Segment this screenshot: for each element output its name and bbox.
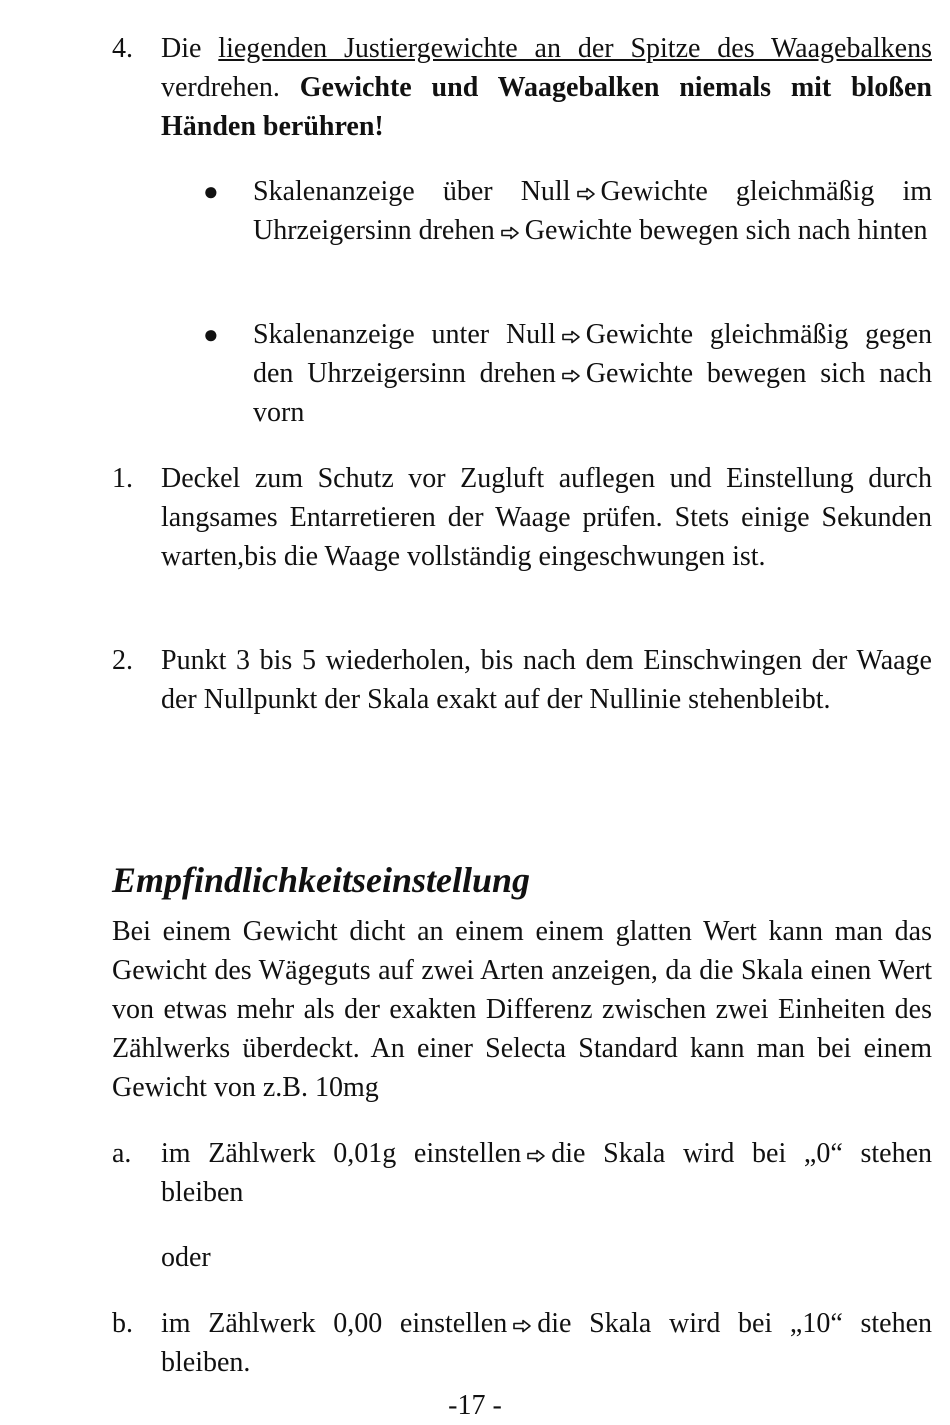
list-item-1 — [112, 459, 932, 576]
option-item-b: b. im Zählwerk 0,00 einstellen die Skala wird bei „10“ stehen bleiben. — [112, 1304, 932, 1382]
section-paragraph: Bei einem Gewicht dicht an einem einem glatten Wert kann man das Gewicht des Wägeguts auf zwei Arten anzeigen, da die Skala einen Wert von etwas mehr als der exakten Differenz zwischen zwei Einheiten des Zählwerks überdeckt. An einer Selecta Standard kann man bei einem Gewicht von z.B. 10mg — [112, 916, 932, 1103]
list-item-text: Die liegenden Justiergewichte an der Spitze des Waagebalkens verdrehen. Gewichte und Waagebalken niemals mit bloßen Händen berühren! — [161, 33, 933, 142]
right-arrow-icon — [560, 369, 582, 383]
underlined-text: liegenden Justiergewichte an der Spitze des Waagebalkens — [218, 33, 932, 64]
bullet-icon: ● — [203, 320, 219, 349]
list-number: 2. — [112, 645, 133, 676]
bullet-item-above-zero: ● Skalenanzeige über Null Gewichte gleichmäßig im Uhrzeigersinn drehen Gewichte bewegen sich nach hinten — [203, 172, 932, 250]
list-number: 4. — [112, 33, 133, 64]
section-heading: Empfindlichkeitseinstellung — [112, 860, 531, 900]
list-item-text: Deckel zum Schutz vor Zugluft auflegen und Einstellung durch langsames Entarretieren der Waage prüfen. Stets einige Sekunden warten,bis die Waage vollständig eingeschwungen ist. — [161, 463, 932, 572]
page-number: -17 - — [448, 1390, 502, 1421]
right-arrow-icon — [525, 1149, 547, 1163]
warning-text: Gewichte und Waagebalken niemals mit bloßen Händen berühren! — [161, 72, 933, 142]
right-arrow-icon — [511, 1319, 533, 1333]
right-arrow-icon — [499, 226, 521, 240]
option-letter: a. — [112, 1138, 132, 1169]
list-item-2 — [112, 641, 932, 719]
oder-text: oder — [161, 1242, 211, 1273]
list-item-4 — [112, 29, 932, 146]
list-item-text: Punkt 3 bis 5 wiederholen, bis nach dem Einschwingen der Waage der Nullpunkt der Skala exakt auf der Nullinie stehenbleibt. — [161, 645, 932, 715]
right-arrow-icon — [575, 187, 597, 201]
list-number: 1. — [112, 463, 133, 494]
option-item-a: a. im Zählwerk 0,01g einstellen die Skala wird bei „0“ stehen bleiben — [112, 1134, 932, 1212]
right-arrow-icon — [560, 330, 582, 344]
option-letter: b. — [112, 1308, 133, 1339]
bullet-item-below-zero: ● Skalenanzeige unter Null Gewichte gleichmäßig gegen den Uhrzeigersinn drehen Gewichte bewegen sich nach vorn — [203, 315, 932, 432]
bullet-icon: ● — [203, 177, 219, 206]
